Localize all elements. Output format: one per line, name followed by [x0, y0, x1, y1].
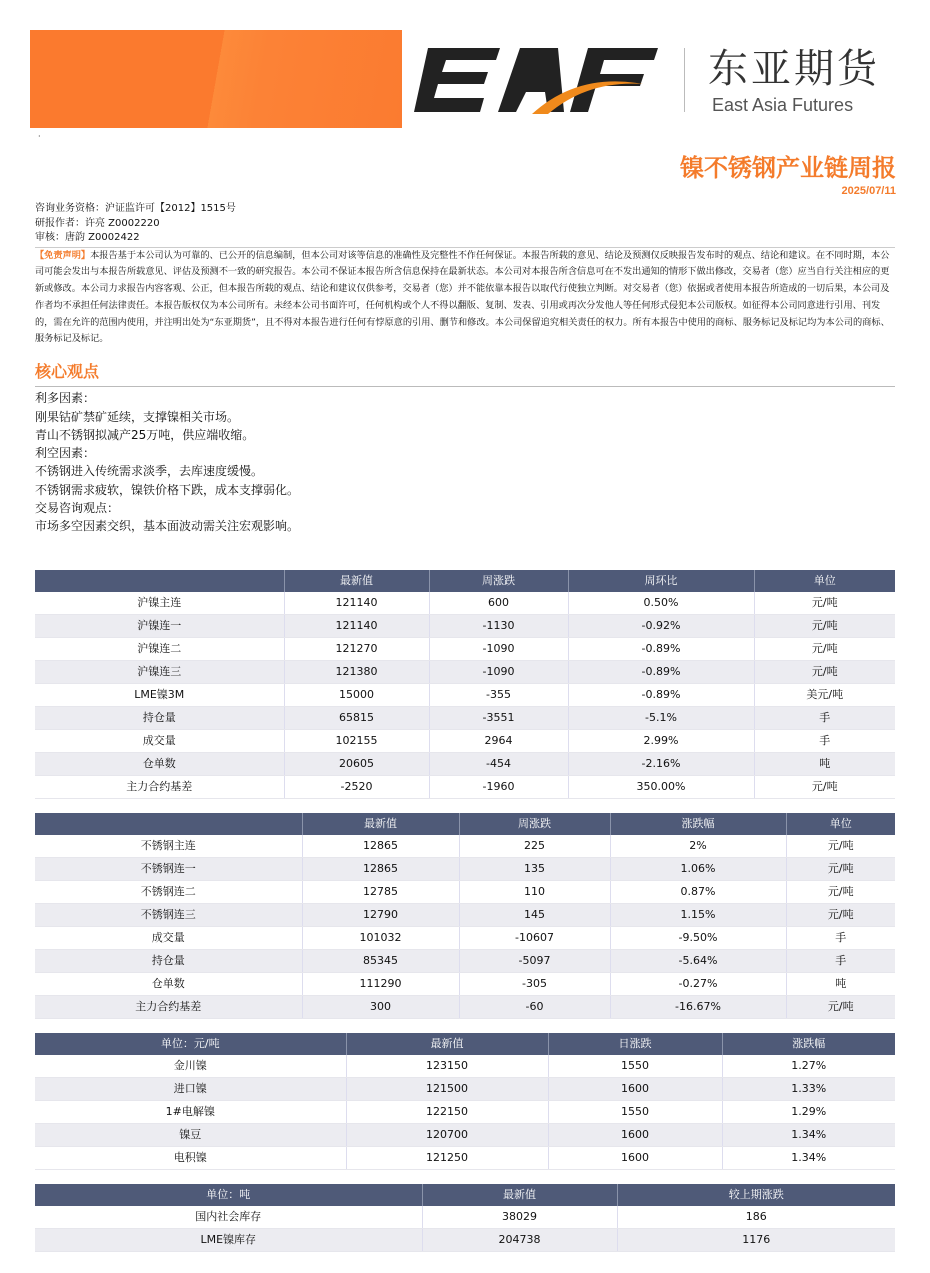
table-cell: 元/吨 — [786, 904, 895, 927]
table-row — [35, 1229, 895, 1252]
table-cell: 元/吨 — [786, 858, 895, 881]
table-cell: 1.33% — [722, 1078, 895, 1101]
table-header-row — [35, 570, 895, 592]
table-row — [35, 753, 895, 776]
table-row — [35, 1055, 895, 1078]
table-row — [35, 973, 895, 996]
table-cell: 1600 — [548, 1078, 722, 1101]
table-cell: 300 — [302, 996, 459, 1019]
table-row — [35, 684, 895, 707]
stainless-futures-table — [35, 813, 895, 1019]
disclaimer — [35, 247, 895, 349]
table-row — [35, 996, 895, 1019]
table-cell: -16.67% — [610, 996, 786, 1019]
table-cell: 110 — [459, 881, 610, 904]
table-cell: 0.50% — [568, 592, 754, 615]
table-cell: 12790 — [302, 904, 459, 927]
column-header: 单位：吨 — [35, 1184, 422, 1206]
table-cell: 1.29% — [722, 1101, 895, 1124]
row-label: 金川镍 — [35, 1055, 346, 1078]
table-cell: 元/吨 — [754, 592, 895, 615]
row-label: 1#电解镍 — [35, 1101, 346, 1124]
table-cell: -1090 — [429, 661, 568, 684]
row-label: 成交量 — [35, 927, 302, 950]
table-cell: 元/吨 — [786, 835, 895, 858]
table-row — [35, 638, 895, 661]
column-header: 单位 — [754, 570, 895, 592]
row-label: 沪镍主连 — [35, 592, 284, 615]
column-header: 单位：元/吨 — [35, 1033, 346, 1055]
table-cell: -0.27% — [610, 973, 786, 996]
eaf-logo-icon — [408, 42, 708, 122]
table-cell: 1550 — [548, 1101, 722, 1124]
table-cell: 元/吨 — [754, 661, 895, 684]
reviewer-line: 审核：唐韵 Z0002422 — [35, 232, 140, 243]
table-cell: 12865 — [302, 835, 459, 858]
table-cell: 101032 — [302, 927, 459, 950]
table-cell: 0.87% — [610, 881, 786, 904]
row-label: 主力合约基差 — [35, 996, 302, 1019]
table-cell: 1.27% — [722, 1055, 895, 1078]
report-content — [35, 202, 895, 1252]
logo-divider — [684, 48, 685, 112]
view-line: 市场多空因素交织，基本面波动需关注宏观影响。 — [35, 519, 300, 534]
row-label: 仓单数 — [35, 753, 284, 776]
column-header: 涨跌幅 — [722, 1033, 895, 1055]
table-cell: -1090 — [429, 638, 568, 661]
license-line: 咨询业务资格：沪证监许可【2012】1515号 — [35, 203, 236, 214]
column-header: 周环比 — [568, 570, 754, 592]
table-cell: -0.89% — [568, 638, 754, 661]
view-line: 交易咨询观点： — [35, 501, 120, 516]
report-meta — [35, 202, 895, 246]
table-row — [35, 881, 895, 904]
table-cell: -5.64% — [610, 950, 786, 973]
table-cell: 204738 — [422, 1229, 617, 1252]
table-cell: 145 — [459, 904, 610, 927]
table-header-row — [35, 1033, 895, 1055]
column-header — [35, 813, 302, 835]
row-label: 不锈钢连三 — [35, 904, 302, 927]
table-cell: 350.00% — [568, 776, 754, 799]
dot-mark: · — [38, 132, 41, 141]
table-cell: 手 — [786, 927, 895, 950]
nickel-inventory-table — [35, 1184, 895, 1252]
view-line: 不锈钢需求疲软，镍铁价格下跌，成本支撑弱化。 — [35, 482, 300, 497]
table-cell: -10607 — [459, 927, 610, 950]
table-cell: 1.15% — [610, 904, 786, 927]
column-header: 最新值 — [346, 1033, 548, 1055]
table-cell: 手 — [754, 707, 895, 730]
table-cell: 1600 — [548, 1124, 722, 1147]
core-views-title: 核心观点 — [35, 360, 895, 387]
table-cell: 121140 — [284, 615, 429, 638]
row-label: 沪镍连三 — [35, 661, 284, 684]
row-label: 电积镍 — [35, 1147, 346, 1170]
table-cell: 600 — [429, 592, 568, 615]
table-row — [35, 1124, 895, 1147]
table-row — [35, 1147, 895, 1170]
view-line: 不锈钢进入传统需求淡季，去库速度缓慢。 — [35, 464, 264, 479]
table-row — [35, 950, 895, 973]
table-cell: 元/吨 — [786, 996, 895, 1019]
table-cell: 1176 — [617, 1229, 895, 1252]
nickel-futures-table — [35, 570, 895, 799]
report-title: 镍不锈钢产业链周报 — [680, 154, 896, 182]
row-label: 持仓量 — [35, 950, 302, 973]
column-header: 涨跌幅 — [610, 813, 786, 835]
table-row — [35, 730, 895, 753]
row-label: 成交量 — [35, 730, 284, 753]
table-cell: 111290 — [302, 973, 459, 996]
table-cell: 186 — [617, 1206, 895, 1229]
table-cell: 122150 — [346, 1101, 548, 1124]
table-row — [35, 1101, 895, 1124]
table-cell: 20605 — [284, 753, 429, 776]
table-header-row — [35, 1184, 895, 1206]
table-cell: 吨 — [786, 973, 895, 996]
table-cell: 吨 — [754, 753, 895, 776]
column-header: 最新值 — [302, 813, 459, 835]
table-row — [35, 1078, 895, 1101]
table-cell: 元/吨 — [786, 881, 895, 904]
disclaimer-tag: 【免责声明】 — [35, 249, 91, 261]
column-header: 日涨跌 — [548, 1033, 722, 1055]
table-row — [35, 904, 895, 927]
table-cell: 121250 — [346, 1147, 548, 1170]
core-views-list — [35, 389, 895, 547]
table-cell: -5097 — [459, 950, 610, 973]
row-label: 国内社会库存 — [35, 1206, 422, 1229]
column-header: 周涨跌 — [459, 813, 610, 835]
table-cell: -0.92% — [568, 615, 754, 638]
table-cell: 美元/吨 — [754, 684, 895, 707]
table-cell: 65815 — [284, 707, 429, 730]
table-cell: 123150 — [346, 1055, 548, 1078]
disclaimer-text: 本报告基于本公司认为可靠的、已公开的信息编制，但本公司对该等信息的准确性及完整性不作任何保证。本报告所载的意见、结论及预测仅反映报告发布时的观点、结论和建议。在不同时期，本公司可能会发出与本报告所载意见、评估及预测不一致的研究报告。本公司不保证本报告所含信息保持在最新状态。本公司对本报告所含信息可在不发出通知的情形下做出修改，交易者（您）应当自行关注相应的更新或修改。本公司力求报告内容客观、公正，但本报告所载的观点、结论和建议仅供参考，交易者（您）并不能依靠本报告以取代行使独立判断。对交易者（您）依据或者使用本报告所造成的一切后果，本公司及作者均不承担任何法律责任。本报告版权仅为本公司所有。未经本公司书面许可，任何机构或个人不得以翻版、复制、发表、引用或再次分发他人等任何形式侵犯本公司版权。如征得本公司同意进行引用、刊发的，需在允许的范围内使用，并注明出处为“东亚期货”，且不得对本报告进行任何有悖原意的引用、删节和修改。本公司保留追究相关责任的权力。所有本报告中使用的商标、服务标记及标记均为本公司的商标、服务标记及标记。 — [35, 249, 890, 345]
table-header-row — [35, 813, 895, 835]
table-cell: 1600 — [548, 1147, 722, 1170]
table-row — [35, 661, 895, 684]
column-header: 单位 — [786, 813, 895, 835]
table-cell: 2.99% — [568, 730, 754, 753]
table-cell: -2.16% — [568, 753, 754, 776]
table-cell: -2520 — [284, 776, 429, 799]
row-label: 主力合约基差 — [35, 776, 284, 799]
column-header: 最新值 — [284, 570, 429, 592]
table-cell: 手 — [786, 950, 895, 973]
table-cell: 2% — [610, 835, 786, 858]
table-cell: 1550 — [548, 1055, 722, 1078]
table-cell: 121500 — [346, 1078, 548, 1101]
row-label: 沪镍连一 — [35, 615, 284, 638]
table-row — [35, 707, 895, 730]
table-row — [35, 835, 895, 858]
table-cell: -1960 — [429, 776, 568, 799]
table-cell: -3551 — [429, 707, 568, 730]
table-cell: 102155 — [284, 730, 429, 753]
column-header: 较上期涨跌 — [617, 1184, 895, 1206]
logo-chinese-name: 东亚期货 — [708, 46, 880, 92]
table-cell: -60 — [459, 996, 610, 1019]
report-date: 2025/07/11 — [841, 185, 896, 197]
table-cell: 2964 — [429, 730, 568, 753]
row-label: 不锈钢连二 — [35, 881, 302, 904]
table-cell: 121140 — [284, 592, 429, 615]
row-label: 持仓量 — [35, 707, 284, 730]
table-cell: 38029 — [422, 1206, 617, 1229]
column-header: 周涨跌 — [429, 570, 568, 592]
table-cell: -305 — [459, 973, 610, 996]
table-cell: 225 — [459, 835, 610, 858]
table-cell: 元/吨 — [754, 776, 895, 799]
author-line: 研报作者：许亮 Z0002220 — [35, 217, 160, 229]
row-label: LME镍3M — [35, 684, 284, 707]
table-cell: 121270 — [284, 638, 429, 661]
table-cell: 135 — [459, 858, 610, 881]
report-intro — [35, 202, 895, 570]
table-cell: 85345 — [302, 950, 459, 973]
row-label: 进口镍 — [35, 1078, 346, 1101]
table-cell: -355 — [429, 684, 568, 707]
view-line: 青山不锈钢拟减产25万吨，供应端收缩。 — [35, 427, 255, 442]
table-cell: 1.34% — [722, 1124, 895, 1147]
row-label: LME镍库存 — [35, 1229, 422, 1252]
table-cell: 手 — [754, 730, 895, 753]
row-label: 不锈钢连一 — [35, 858, 302, 881]
table-cell: 元/吨 — [754, 638, 895, 661]
table-row — [35, 615, 895, 638]
row-label: 沪镍连二 — [35, 638, 284, 661]
table-cell: -5.1% — [568, 707, 754, 730]
row-label: 仓单数 — [35, 973, 302, 996]
table-cell: 120700 — [346, 1124, 548, 1147]
column-header: 最新值 — [422, 1184, 617, 1206]
view-line: 利空因素： — [35, 446, 96, 461]
table-cell: 元/吨 — [754, 615, 895, 638]
table-cell: 1.34% — [722, 1147, 895, 1170]
table-row — [35, 858, 895, 881]
table-row — [35, 927, 895, 950]
table-cell: 121380 — [284, 661, 429, 684]
table-cell: 12865 — [302, 858, 459, 881]
table-cell: 12785 — [302, 881, 459, 904]
table-cell: -0.89% — [568, 661, 754, 684]
table-cell: -454 — [429, 753, 568, 776]
table-row — [35, 592, 895, 615]
table-cell: 1.06% — [610, 858, 786, 881]
table-cell: 15000 — [284, 684, 429, 707]
row-label: 不锈钢主连 — [35, 835, 302, 858]
view-line: 利多因素： — [35, 391, 96, 406]
logo-english-name: East Asia Futures — [712, 95, 854, 115]
table-row — [35, 776, 895, 799]
nickel-spot-table — [35, 1033, 895, 1170]
table-cell: -0.89% — [568, 684, 754, 707]
view-line: 刚果钴矿禁矿延续，支撑镍相关市场。 — [35, 409, 240, 424]
row-label: 镍豆 — [35, 1124, 346, 1147]
table-cell: -1130 — [429, 615, 568, 638]
header-banner — [30, 30, 402, 128]
table-cell: -9.50% — [610, 927, 786, 950]
column-header — [35, 570, 284, 592]
table-row — [35, 1206, 895, 1229]
